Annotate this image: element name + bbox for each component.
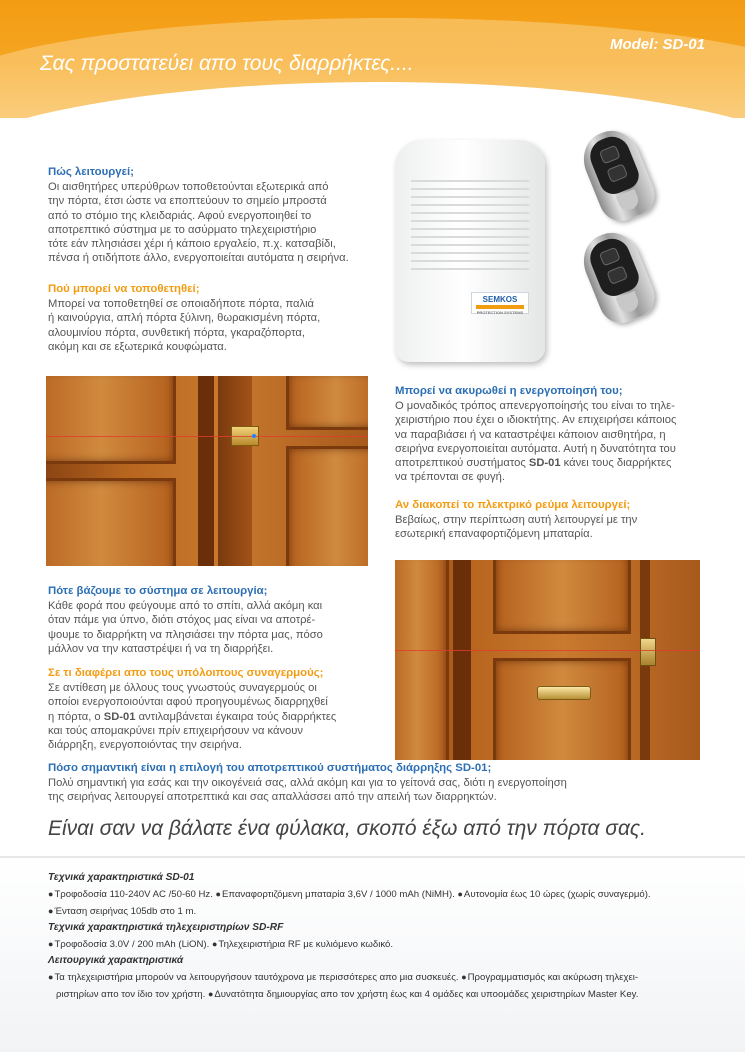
tagline: Είναι σαν να βάλατε ένα φύλακα, σκοπό έξω από την πόρτα σας. <box>48 817 646 840</box>
spec-row: ●Ένταση σειρήνας 105db στο 1 m. <box>48 906 197 917</box>
section-cancel <box>395 384 735 484</box>
page-title: Σας προστατεύει απο τους διαρρήκτες.... <box>40 52 414 75</box>
section-when <box>48 584 378 656</box>
section-how <box>48 165 378 265</box>
section-heading: Πού μπορεί να τοποθετηθεί; <box>48 283 200 295</box>
section-body: Ο μοναδικός τρόπος απενεργοποίησής του είναι το τηλε- χειριστήριο που έχει ο ιδιοκτήτης. Αν επιχειρήσει κάποιος να παραβιάσει ή να καταστρέψει κάποιον αισθητήρα, η σειρήνα ενεργοποιείται αυτόματα. Αυτή η δυνατότητα του αποτρεπτικού συστήματος SD-01 κάνει τους διαρρήκτες να τρέπονται σε φυγή. <box>395 400 677 484</box>
section-heading: Αν διακοπεί το πλεκτρικό ρεύμα λειτουργεί; <box>395 499 631 511</box>
door-photo-lock <box>46 376 368 566</box>
alarm-device-image <box>395 140 545 362</box>
spec-row: ριστηρίων απο τον ίδιο τον χρήστη. ●Δυνατότητα δημιουργίας απο τον χρήστη έως και 4 ομάδες και υποομάδες χειριστηρίων Master Key. <box>56 989 639 1000</box>
section-heading: Πώς λειτουργεί; <box>48 166 134 178</box>
section-heading: Πότε βάζουμε το σύστημα σε λειτουργία; <box>48 585 268 597</box>
remote-control-icon <box>575 123 661 227</box>
spec-row: ●Τροφοδοσία 110-240V AC /50-60 Hz. ●Επαναφορτιζόμενη μπαταρία 3,6V / 1000 mAh (NiMH). ●Αυτονομία έως 10 ώρες (χωρίς συναγερμό). <box>48 889 651 900</box>
section-body: Κάθε φορά που φεύγουμε από το σπίτι, αλλά ακόμη και όταν πάμε για ύπνο, διότι στόχος μας είναι να αποτρέ- ψουμε το διαρρήκτη να πλησιάσει την πόρτα μας, πόσο μάλλον να την καταστρέψει ή να τη διαρρήξει. <box>48 600 323 655</box>
section-body: Βεβαίως, στην περίπτωση αυτή λειτουργεί με την εσωτερική επαναφορτιζόμενη μπαταρία. <box>395 514 638 541</box>
brand-logo: SEMKOS PROTECTION SYSTEMS <box>471 292 529 314</box>
section-body: Πολύ σημαντική για εσάς και την οικογένειά σας, αλλά ακόμη και για το γείτονά σας, διότι η ενεργοποίηση της σειρήνας λειτουργεί αποτρεπτικά και σας απαλλάσσει από την απειλή των διαρρηκτών. <box>48 777 567 804</box>
section-differ <box>48 666 388 752</box>
specs-block <box>48 870 708 1003</box>
spec-row: ●Τα τηλεχειριστήρια μπορούν να λειτουργήσουν ταυτόχρονα με περισσότερες απο μια συσκευές. ●Προγραμματισμός και ακύρωση τηλεχει- <box>48 972 639 983</box>
section-where <box>48 282 378 354</box>
door-photo-handle <box>395 560 700 760</box>
spec-heading: Λειτουργικά χαρακτηριστικά <box>48 955 184 966</box>
section-body: Μπορεί να τοποθετηθεί σε οποιαδήποτε πόρτα, παλιά ή καινούργια, απλή πόρτα ξύλινη, θωρακισμένη πόρτα, αλουμινίου πόρτα, συνθετική πόρτα, γκαραζόπορτα, ακόμη και σε εξωτερικά κουφώματα. <box>48 298 321 353</box>
section-heading: Μπορεί να ακυρωθεί η ενεργοποίησή του; <box>395 385 623 397</box>
spec-heading: Τεχνικά χαρακτηριστικά τηλεχειριστηρίων SD-RF <box>48 922 284 933</box>
section-heading: Σε τι διαφέρει απο τους υπόλοιπους συναγερμούς; <box>48 667 324 679</box>
spec-heading: Τεχνικά χαρακτηριστικά SD-01 <box>48 872 195 883</box>
section-heading: Πόσο σημαντική είναι η επιλογή του αποτρεπτικού συστήματος διάρρηξης SD-01; <box>48 762 492 774</box>
section-body: Οι αισθητήρες υπερύθρων τοποθετούνται εξωτερικά από την πόρτα, έτσι ώστε να εποπτεύουν το σημείο μπροστά από το στόμιο της κλειδαριάς. Αφού ενεργοποιηθεί το αποτρεπτικό σύστημα με το ασύρματο τηλεχειριστήριο τότε εάν πλησιάσει χέρι ή κάποιο εργαλείο, π.χ. κατσαβίδι, πένσα ή οτιδήποτε άλλο, ενεργοποιείται αυτόματα η σειρήνα. <box>48 181 349 265</box>
spec-row: ●Τροφοδοσία 3.0V / 200 mAh (LiON). ●Τηλεχειριστήρια RF με κυλιόμενο κωδικό. <box>48 939 394 950</box>
section-body: Σε αντίθεση με όλλους τους γνωστούς συναγερμούς οι οποίοι ενεργοποιούνται αφού προηγουμένως διαρρηχθεί η πόρτα, ο SD-01 αντιλαμβάνεται έγκαιρα τούς διαρρήκτες και τούς απομακρύνει πρίν επιχειρήσουν να κάνουν διάρρηξη, ενεργοποιόντας την σειρήνα. <box>48 682 337 752</box>
model-label: Model: SD-01 <box>609 36 705 53</box>
section-power <box>395 498 735 542</box>
section-importance <box>48 761 728 805</box>
header-band <box>0 0 745 118</box>
remote-control-icon <box>575 225 661 329</box>
